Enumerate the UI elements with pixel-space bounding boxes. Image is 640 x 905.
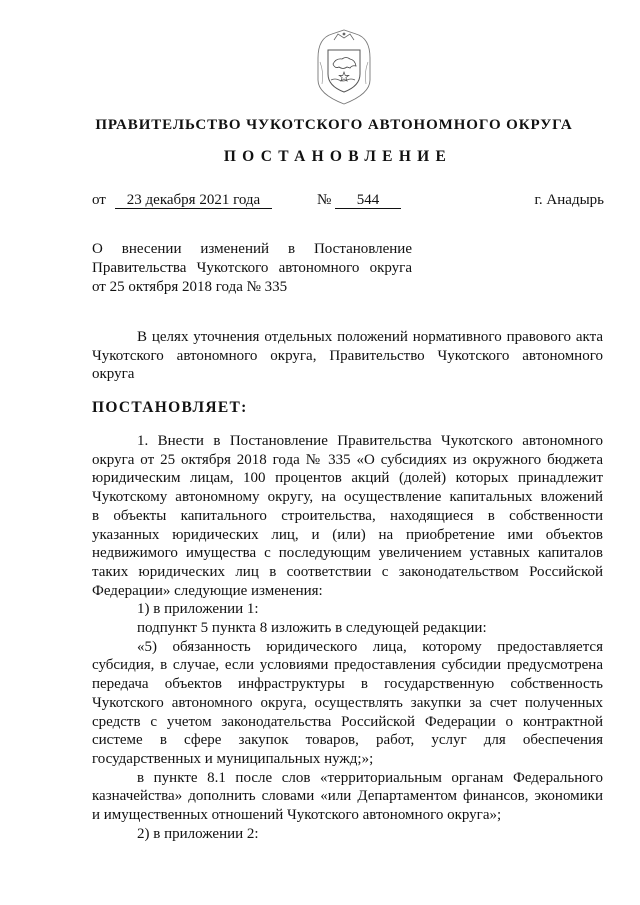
document-city: г. Анадырь [534,192,604,208]
number-sign-label: № [317,192,332,208]
text-line: юридическим лицам, 100 процентов акций (долей) которых принадлежит [92,470,603,487]
text-line: средств с учетом законодательства Российской Федерации о контрактной [92,713,603,730]
text-line: недвижимого имущества с последующим увеличением уставных капиталов [92,545,603,562]
text-line: казначейства» дополнить словами «или Департаментом финансов, экономики [92,788,603,805]
document-type-title: ПОСТАНОВЛЕНИЕ [223,148,453,165]
subject-line: О внесении изменений в Постановление [92,241,412,257]
text-line: в пункте 8.1 после слов «территориальным органам Федерального [137,769,603,786]
text-line: Федерации» следующие изменения: [92,582,323,599]
text-line: Чукотскому автономному округу, на осуществление капитальных вложений [92,489,603,506]
text-line: указанных юридических лиц, и (или) на приобретение ими объектов [92,526,603,543]
document-meta-line [92,192,604,212]
text-line: 1. Внести в Постановление Правительства Чукотского автономного [137,433,603,449]
resolution-body [92,432,603,843]
text-line: таких юридических лиц в соответствии с законодательством Российской [92,563,603,580]
text-line: округа [92,366,135,383]
document-date: 23 декабря 2021 года [115,192,272,209]
text-line: Чукотского автономного округа, осуществлять закупки за счет полученных [92,694,603,711]
text-line: субсидия, в случае, если условиями предоставления субсидии предусмотрена [92,657,603,674]
text-line: подпункт 5 пункта 8 изложить в следующей редакции: [137,620,487,637]
text-line: «5) обязанность юридического лица, которому предоставляется [137,638,603,655]
resolve-heading: ПОСТАНОВЛЯЕТ: [92,399,248,416]
document-subject [92,240,412,297]
subject-line: от 25 октября 2018 года № 335 [92,279,288,295]
text-line: 1) в приложении 1: [137,601,259,618]
coat-of-arms-emblem [312,28,376,106]
text-line: в объекты капитального строительства, находящиеся в собственности [92,507,603,524]
intro-paragraph [92,328,603,384]
text-line: 2) в приложении 2: [137,825,259,842]
text-line: государственных и муниципальных нужд;»; [92,750,374,767]
document-number: 544 [335,192,401,209]
organization-title: ПРАВИТЕЛЬСТВО ЧУКОТСКОГО АВТОНОМНОГО ОКРУГА [95,117,573,133]
text-line: передача объектов инфраструктуры в государственную собственность [92,676,603,693]
text-line: округа от 25 октября 2018 года № 335 «О субсидиях из окружного бюджета [92,451,603,468]
subject-line: Правительства Чукотского автономного округа [92,260,412,276]
date-prefix-label: от [92,192,106,208]
text-line: и имущественных отношений Чукотского автономного округа»; [92,807,502,824]
text-line: системе в сфере закупок товаров, работ, услуг для обеспечения [92,732,603,749]
text-line: В целях уточнения отдельных положений нормативного правового акта [137,329,603,345]
text-line: Чукотского автономного округа, Правительство Чукотского автономного [92,347,603,364]
